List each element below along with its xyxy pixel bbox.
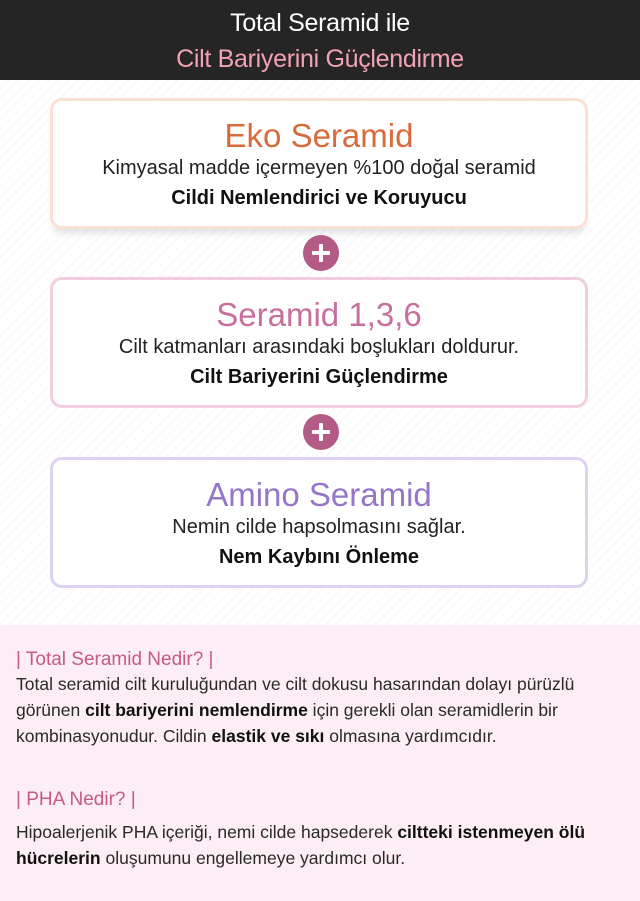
body-text: olmasına yardımcıdır. — [324, 726, 497, 746]
card-description: Cilt katmanları arasındaki boşlukları doldurur. — [118, 336, 520, 358]
header-subtitle: Cilt Bariyerini Güçlendirme — [176, 45, 464, 73]
card-eko-seramid — [50, 98, 588, 229]
body-highlight: ciltteki istenmeyen ölü hücrelerin — [16, 822, 586, 868]
card-title: Seramid 1,3,6 — [216, 296, 422, 333]
body-text: için gerekli olan seramidlerin bir kombinasyonudur. Cildin — [16, 700, 558, 746]
card-amino-seramid — [50, 457, 588, 588]
card-seramid-136 — [50, 277, 588, 408]
card-benefit: Nem Kaybını Önleme — [218, 546, 420, 568]
card-title: Eko Seramid — [224, 117, 414, 154]
body-highlight: cilt bariyerini nemlendirme — [85, 700, 308, 720]
section-body-total-seramid — [16, 671, 636, 749]
plus-icon — [312, 244, 330, 262]
body-text: Total seramid cilt kuruluğundan ve cilt dokusu hasarından dolayı pürüzlü görünen — [16, 674, 575, 720]
section-title-total-seramid: | Total Seramid Nedir? | — [16, 649, 214, 670]
section-title-pha: | PHA Nedir? | — [16, 789, 136, 810]
body-text: Hipoalerjenik PHA içeriği, nemi cilde hapsederek — [16, 822, 398, 842]
plus-icon — [312, 423, 330, 441]
card-benefit: Cilt Bariyerini Güçlendirme — [190, 366, 448, 388]
card-benefit: Cildi Nemlendirici ve Koruyucu — [171, 187, 467, 209]
card-description: Kimyasal madde içermeyen %100 doğal seramid — [102, 157, 536, 179]
card-title: Amino Seramid — [206, 476, 432, 513]
card-description: Nemin cilde hapsolmasını sağlar. — [172, 516, 466, 538]
plus-circle — [303, 414, 339, 450]
header-title: Total Seramid ile — [230, 9, 410, 37]
plus-circle — [303, 235, 339, 271]
info-section — [0, 625, 640, 901]
header-banner — [0, 0, 640, 80]
section-body-pha — [16, 819, 636, 871]
body-text: oluşumunu engellemeye yardımcı olur. — [100, 848, 406, 868]
body-highlight: elastik ve sıkı — [211, 726, 325, 746]
